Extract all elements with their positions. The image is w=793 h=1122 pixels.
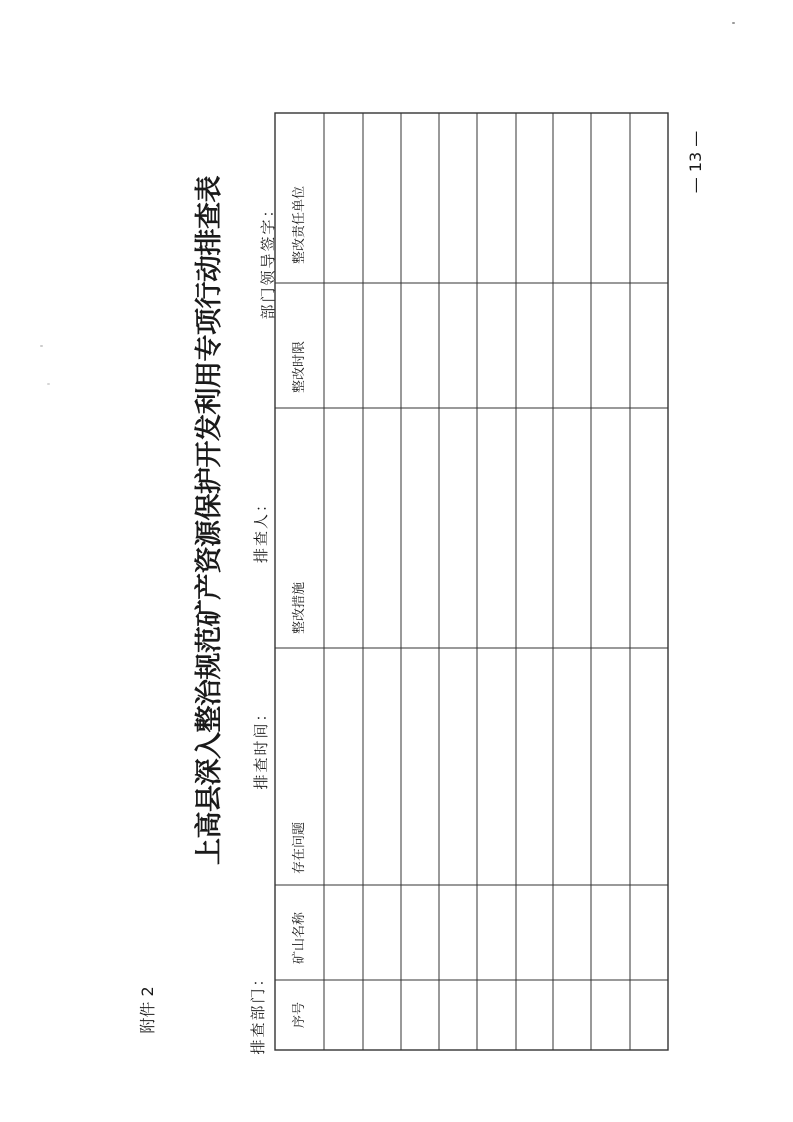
department-leader-signature-label: 部门领导签字： xyxy=(259,200,277,320)
header-rectification-measures: 整改措施 xyxy=(292,582,307,635)
page-number: — 13 — xyxy=(686,130,705,194)
column-dividers xyxy=(275,283,668,980)
page-title: 上高县深入整治规范矿产资源保护开发利用专项行动排查表 xyxy=(194,176,225,865)
header-existing-problems: 存在问题 xyxy=(292,822,307,875)
header-responsible-unit: 整改责任单位 xyxy=(292,186,307,265)
scan-speck xyxy=(47,383,50,385)
header-serial-number: 序号 xyxy=(292,1002,307,1029)
header-rectification-deadline: 整改时限 xyxy=(292,341,307,394)
table-border xyxy=(275,113,668,1050)
inspection-department-label: 排查部门： xyxy=(249,969,267,1055)
header-mine-name: 矿山名称 xyxy=(292,912,307,965)
inspector-label: 排查人： xyxy=(252,495,270,564)
table-grid xyxy=(275,113,668,1050)
scan-speck xyxy=(40,345,43,347)
scan-speck xyxy=(732,22,735,24)
row-dividers xyxy=(324,113,630,1050)
inspection-time-label: 排查时间： xyxy=(252,704,270,790)
attachment-label: 附件 2 xyxy=(138,986,157,1034)
